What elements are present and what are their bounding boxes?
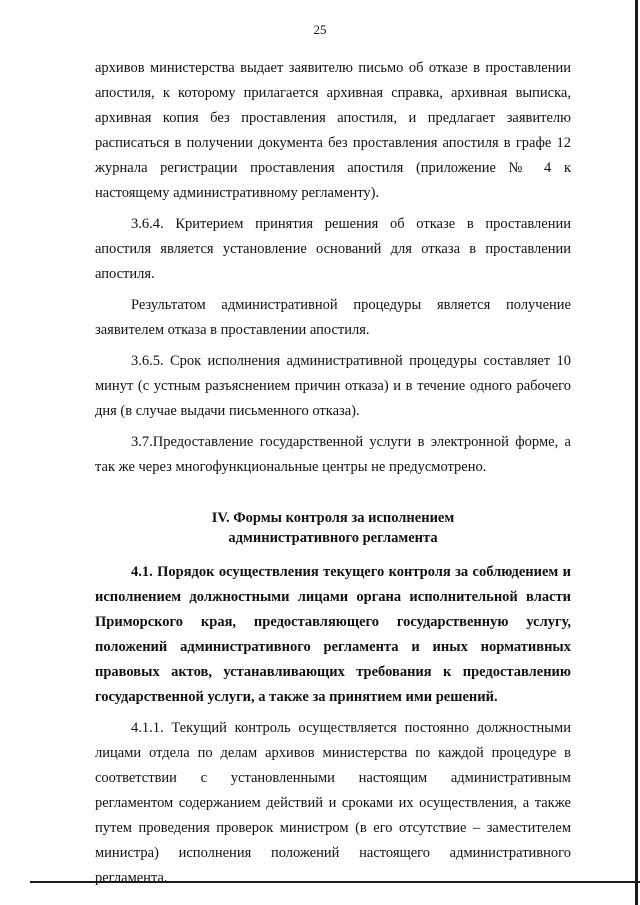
- paragraph-3-7: 3.7.Предоставление государственной услуги в электронной форме, а так же через многофункциональные центры не предусмотрено.: [95, 434, 571, 475]
- scan-edge-right: [635, 0, 638, 905]
- paragraph-4-1: 4.1. Порядок осуществления текущего контроля за соблюдением и исполнением должностными лицами органа исполнительной власти Приморского края, предоставляющего государственную услугу, положений административного регламента и иных нормативных правовых актов, устанавливающих требования к предоставлению государственной услуги, а также за принятием ими решений.: [95, 564, 571, 705]
- section-heading-line2: административного регламента: [228, 530, 438, 546]
- document-body: [95, 56, 571, 891]
- paragraph-continuation: архивов министерства выдает заявителю письмо об отказе в проставлении апостиля, к которому прилагается архивная справка, архивная выписка, архивная копия без проставления апостиля, и предлагает заявителю расписаться в получении документа без проставления апостиля в графе 12 журнала регистрации проставления апостиля (приложение № 4 к настоящему административному регламенту).: [95, 60, 571, 201]
- paragraph-3-6-5: 3.6.5. Срок исполнения административной процедуры составляет 10 минут (с устным разъяснением причин отказа) и в течение одного рабочего дня (в случае выдачи письменного отказа).: [95, 353, 571, 419]
- paragraph-3-6-4: 3.6.4. Критерием принятия решения об отказе в проставлении апостиля является установление оснований для отказа в проставлении апостиля.: [95, 216, 571, 282]
- section-heading: [95, 508, 571, 548]
- page-number: 25: [313, 22, 327, 37]
- paragraph-result: Результатом административной процедуры является получение заявителем отказа в проставлении апостиля.: [95, 297, 571, 338]
- section-heading-line1: IV. Формы контроля за исполнением: [211, 510, 455, 526]
- paragraph-4-1-1: 4.1.1. Текущий контроль осуществляется постоянно должностными лицами отдела по делам архивов министерства по каждой процедуре в соответствии с установленными настоящим административным регламентом содержанием действий и сроками их осуществления, а также путем проведения проверок министром (в его отсутствие – заместителем министра) исполнения положений настоящего административного регламента.: [95, 720, 571, 886]
